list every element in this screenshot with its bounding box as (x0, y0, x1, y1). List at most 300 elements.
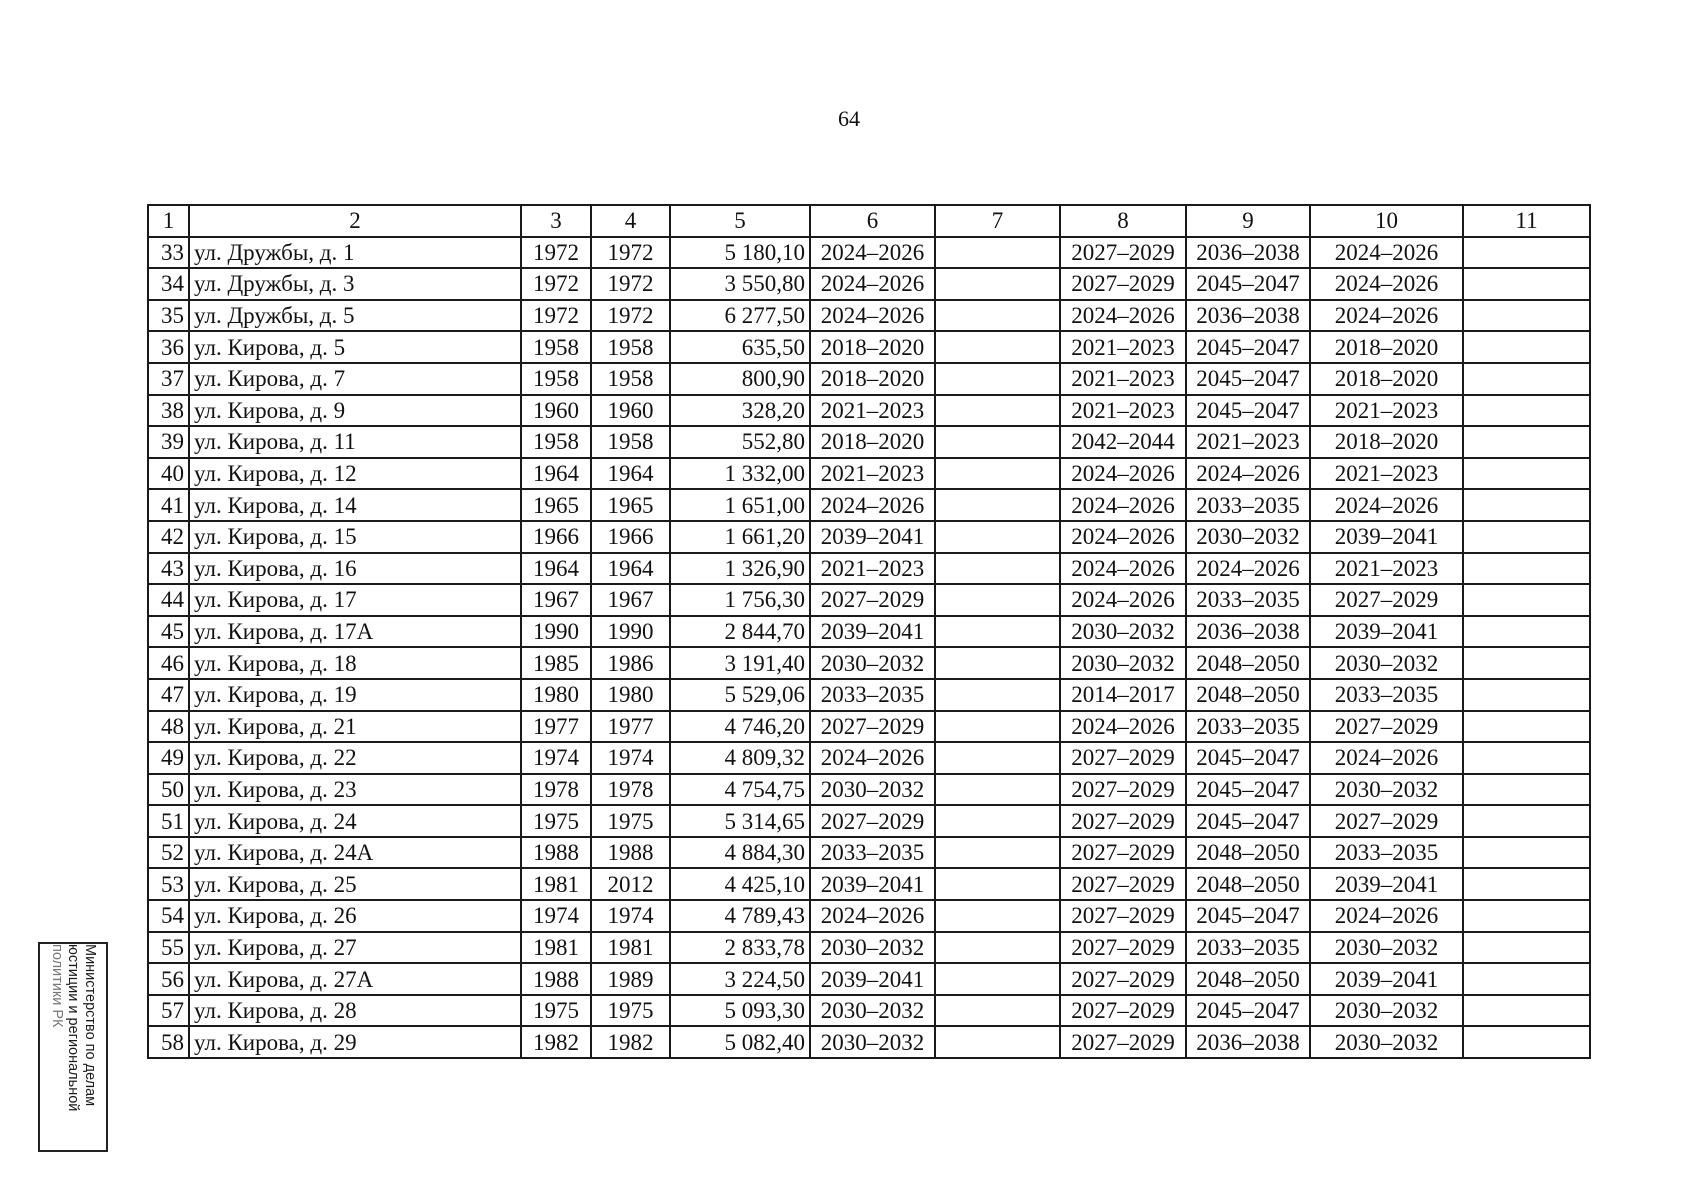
cell-period-6: 2021–2023 (810, 395, 935, 427)
cell-cell-7 (935, 742, 1060, 774)
cell-period-9: 2048–2050 (1186, 679, 1310, 711)
cell-cell-11 (1463, 458, 1590, 490)
cell-cell-11 (1463, 395, 1590, 427)
cell-cell-7 (935, 963, 1060, 995)
table-row (148, 963, 1590, 995)
cell-area: 4 884,30 (670, 837, 810, 869)
cell-period-6: 2021–2023 (810, 553, 935, 585)
cell-area: 5 093,30 (670, 995, 810, 1027)
cell-cell-11 (1463, 584, 1590, 616)
cell-period-6: 2018–2020 (810, 331, 935, 363)
cell-area: 5 529,06 (670, 679, 810, 711)
column-header: 8 (1060, 205, 1186, 237)
cell-period-9: 2048–2050 (1186, 647, 1310, 679)
header-row (148, 205, 1590, 237)
cell-period-6: 2039–2041 (810, 521, 935, 553)
cell-year-built: 1974 (521, 742, 591, 774)
cell-year-built: 1966 (521, 521, 591, 553)
cell-address: ул. Кирова, д. 5 (189, 331, 521, 363)
cell-period-9: 2048–2050 (1186, 837, 1310, 869)
cell-cell-11 (1463, 1026, 1590, 1058)
cell-year-built: 1975 (521, 995, 591, 1027)
cell-period-6: 2033–2035 (810, 679, 935, 711)
cell-period-8: 2021–2023 (1060, 331, 1186, 363)
cell-year-built: 1964 (521, 458, 591, 490)
cell-year-commissioned: 1989 (591, 963, 670, 995)
cell-period-6: 2027–2029 (810, 584, 935, 616)
cell-period-6: 2024–2026 (810, 300, 935, 332)
cell-cell-7 (935, 331, 1060, 363)
table-row (148, 237, 1590, 269)
cell-year-built: 1967 (521, 584, 591, 616)
cell-area: 5 082,40 (670, 1026, 810, 1058)
cell-address: ул. Дружбы, д. 5 (189, 300, 521, 332)
cell-period-10: 2039–2041 (1310, 616, 1463, 648)
cell-cell-7 (935, 458, 1060, 490)
cell-row-number: 36 (148, 331, 189, 363)
cell-year-commissioned: 1975 (591, 995, 670, 1027)
cell-period-10: 2030–2032 (1310, 995, 1463, 1027)
cell-year-commissioned: 1988 (591, 837, 670, 869)
cell-period-9: 2021–2023 (1186, 426, 1310, 458)
table-row (148, 837, 1590, 869)
cell-cell-7 (935, 932, 1060, 964)
cell-period-9: 2045–2047 (1186, 774, 1310, 806)
cell-year-built: 1982 (521, 1026, 591, 1058)
cell-row-number: 54 (148, 900, 189, 932)
cell-period-8: 2027–2029 (1060, 742, 1186, 774)
table-row (148, 932, 1590, 964)
cell-address: ул. Кирова, д. 29 (189, 1026, 521, 1058)
cell-period-10: 2018–2020 (1310, 331, 1463, 363)
cell-year-built: 1981 (521, 868, 591, 900)
cell-cell-7 (935, 395, 1060, 427)
cell-area: 3 224,50 (670, 963, 810, 995)
cell-period-10: 2030–2032 (1310, 647, 1463, 679)
cell-address: ул. Кирова, д. 12 (189, 458, 521, 490)
cell-period-6: 2024–2026 (810, 268, 935, 300)
cell-row-number: 34 (148, 268, 189, 300)
table-row (148, 900, 1590, 932)
cell-year-built: 1978 (521, 774, 591, 806)
cell-period-8: 2021–2023 (1060, 363, 1186, 395)
cell-period-9: 2024–2026 (1186, 458, 1310, 490)
table-row (148, 331, 1590, 363)
column-header: 4 (591, 205, 670, 237)
column-header: 11 (1463, 205, 1590, 237)
table-row (148, 426, 1590, 458)
cell-period-6: 2030–2032 (810, 774, 935, 806)
cell-period-8: 2027–2029 (1060, 868, 1186, 900)
cell-row-number: 52 (148, 837, 189, 869)
table-row (148, 521, 1590, 553)
cell-period-9: 2033–2035 (1186, 711, 1310, 743)
cell-period-10: 2024–2026 (1310, 489, 1463, 521)
cell-address: ул. Кирова, д. 23 (189, 774, 521, 806)
cell-cell-11 (1463, 868, 1590, 900)
cell-year-commissioned: 1977 (591, 711, 670, 743)
cell-year-built: 1988 (521, 963, 591, 995)
cell-year-commissioned: 1964 (591, 458, 670, 490)
stamp-line: Министерство по делам (82, 944, 99, 1107)
page-number: 64 (838, 106, 860, 131)
cell-address: ул. Кирова, д. 17А (189, 616, 521, 648)
cell-area: 328,20 (670, 395, 810, 427)
cell-area: 1 332,00 (670, 458, 810, 490)
cell-address: ул. Кирова, д. 16 (189, 553, 521, 585)
cell-row-number: 49 (148, 742, 189, 774)
cell-address: ул. Кирова, д. 25 (189, 868, 521, 900)
cell-period-8: 2027–2029 (1060, 268, 1186, 300)
cell-area: 2 844,70 (670, 616, 810, 648)
cell-period-10: 2030–2032 (1310, 932, 1463, 964)
cell-year-commissioned: 1964 (591, 553, 670, 585)
cell-period-6: 2024–2026 (810, 900, 935, 932)
cell-period-9: 2036–2038 (1186, 237, 1310, 269)
cell-period-10: 2024–2026 (1310, 300, 1463, 332)
cell-cell-7 (935, 363, 1060, 395)
table-row (148, 458, 1590, 490)
cell-row-number: 46 (148, 647, 189, 679)
table-row (148, 679, 1590, 711)
column-header: 3 (521, 205, 591, 237)
cell-cell-7 (935, 647, 1060, 679)
cell-area: 4 789,43 (670, 900, 810, 932)
cell-row-number: 44 (148, 584, 189, 616)
cell-period-10: 2024–2026 (1310, 268, 1463, 300)
cell-cell-11 (1463, 616, 1590, 648)
cell-period-10: 2021–2023 (1310, 395, 1463, 427)
cell-year-built: 1965 (521, 489, 591, 521)
cell-year-built: 1958 (521, 331, 591, 363)
cell-row-number: 55 (148, 932, 189, 964)
cell-year-commissioned: 1982 (591, 1026, 670, 1058)
cell-cell-11 (1463, 521, 1590, 553)
cell-year-commissioned: 1986 (591, 647, 670, 679)
cell-cell-7 (935, 805, 1060, 837)
cell-area: 5 180,10 (670, 237, 810, 269)
cell-address: ул. Кирова, д. 24А (189, 837, 521, 869)
cell-year-commissioned: 1960 (591, 395, 670, 427)
cell-period-6: 2030–2032 (810, 647, 935, 679)
cell-cell-11 (1463, 837, 1590, 869)
table-row (148, 647, 1590, 679)
cell-period-8: 2024–2026 (1060, 521, 1186, 553)
cell-period-8: 2027–2029 (1060, 932, 1186, 964)
cell-cell-7 (935, 868, 1060, 900)
cell-row-number: 57 (148, 995, 189, 1027)
cell-year-built: 1958 (521, 363, 591, 395)
cell-cell-7 (935, 900, 1060, 932)
cell-cell-11 (1463, 679, 1590, 711)
ministry-stamp (38, 942, 108, 1152)
cell-year-built: 1960 (521, 395, 591, 427)
cell-period-8: 2014–2017 (1060, 679, 1186, 711)
table-row (148, 268, 1590, 300)
cell-address: ул. Кирова, д. 21 (189, 711, 521, 743)
cell-cell-11 (1463, 932, 1590, 964)
cell-period-8: 2042–2044 (1060, 426, 1186, 458)
cell-period-9: 2045–2047 (1186, 995, 1310, 1027)
cell-period-8: 2024–2026 (1060, 300, 1186, 332)
cell-period-9: 2036–2038 (1186, 1026, 1310, 1058)
cell-cell-7 (935, 995, 1060, 1027)
cell-year-built: 1972 (521, 237, 591, 269)
cell-period-9: 2033–2035 (1186, 584, 1310, 616)
cell-period-10: 2033–2035 (1310, 837, 1463, 869)
cell-period-8: 2027–2029 (1060, 774, 1186, 806)
column-header: 2 (189, 205, 521, 237)
cell-area: 1 326,90 (670, 553, 810, 585)
cell-cell-7 (935, 584, 1060, 616)
cell-cell-7 (935, 774, 1060, 806)
cell-year-commissioned: 1980 (591, 679, 670, 711)
cell-cell-7 (935, 616, 1060, 648)
cell-row-number: 53 (148, 868, 189, 900)
cell-row-number: 42 (148, 521, 189, 553)
cell-year-commissioned: 1965 (591, 489, 670, 521)
cell-cell-11 (1463, 647, 1590, 679)
cell-address: ул. Кирова, д. 26 (189, 900, 521, 932)
cell-period-8: 2024–2026 (1060, 458, 1186, 490)
cell-row-number: 40 (148, 458, 189, 490)
table-row (148, 711, 1590, 743)
cell-cell-11 (1463, 963, 1590, 995)
cell-period-6: 2033–2035 (810, 837, 935, 869)
housing-registry-table (147, 204, 1591, 1059)
cell-address: ул. Кирова, д. 19 (189, 679, 521, 711)
cell-period-9: 2024–2026 (1186, 553, 1310, 585)
cell-period-6: 2021–2023 (810, 458, 935, 490)
cell-period-10: 2018–2020 (1310, 426, 1463, 458)
cell-year-commissioned: 1981 (591, 932, 670, 964)
column-header: 6 (810, 205, 935, 237)
cell-period-6: 2027–2029 (810, 805, 935, 837)
cell-cell-7 (935, 837, 1060, 869)
cell-year-commissioned: 1975 (591, 805, 670, 837)
cell-period-10: 2033–2035 (1310, 679, 1463, 711)
cell-period-9: 2045–2047 (1186, 900, 1310, 932)
table-body (148, 237, 1590, 1058)
cell-cell-11 (1463, 237, 1590, 269)
cell-cell-11 (1463, 805, 1590, 837)
cell-period-10: 2027–2029 (1310, 805, 1463, 837)
cell-address: ул. Кирова, д. 9 (189, 395, 521, 427)
cell-year-built: 1972 (521, 300, 591, 332)
cell-row-number: 48 (148, 711, 189, 743)
cell-period-9: 2036–2038 (1186, 300, 1310, 332)
cell-year-commissioned: 1972 (591, 300, 670, 332)
cell-area: 4 425,10 (670, 868, 810, 900)
cell-area: 4 809,32 (670, 742, 810, 774)
cell-period-8: 2024–2026 (1060, 584, 1186, 616)
cell-period-8: 2030–2032 (1060, 647, 1186, 679)
cell-address: ул. Кирова, д. 11 (189, 426, 521, 458)
cell-year-built: 1985 (521, 647, 591, 679)
cell-address: ул. Дружбы, д. 3 (189, 268, 521, 300)
cell-period-9: 2045–2047 (1186, 395, 1310, 427)
cell-cell-7 (935, 268, 1060, 300)
cell-cell-7 (935, 679, 1060, 711)
cell-area: 6 277,50 (670, 300, 810, 332)
cell-period-10: 2030–2032 (1310, 774, 1463, 806)
cell-row-number: 56 (148, 963, 189, 995)
cell-year-commissioned: 1958 (591, 426, 670, 458)
cell-cell-11 (1463, 363, 1590, 395)
cell-cell-11 (1463, 300, 1590, 332)
cell-year-built: 1990 (521, 616, 591, 648)
cell-period-8: 2027–2029 (1060, 995, 1186, 1027)
cell-area: 1 756,30 (670, 584, 810, 616)
table-row (148, 774, 1590, 806)
cell-row-number: 41 (148, 489, 189, 521)
cell-cell-11 (1463, 900, 1590, 932)
cell-cell-11 (1463, 489, 1590, 521)
cell-period-6: 2030–2032 (810, 995, 935, 1027)
cell-period-6: 2027–2029 (810, 711, 935, 743)
cell-address: ул. Кирова, д. 7 (189, 363, 521, 395)
column-header: 1 (148, 205, 189, 237)
cell-period-10: 2030–2032 (1310, 1026, 1463, 1058)
cell-year-built: 1981 (521, 932, 591, 964)
table-row (148, 995, 1590, 1027)
cell-period-6: 2024–2026 (810, 742, 935, 774)
cell-year-commissioned: 1972 (591, 268, 670, 300)
cell-area: 3 191,40 (670, 647, 810, 679)
cell-year-commissioned: 1990 (591, 616, 670, 648)
cell-area: 4 754,75 (670, 774, 810, 806)
cell-year-commissioned: 1978 (591, 774, 670, 806)
cell-cell-11 (1463, 331, 1590, 363)
cell-year-commissioned: 1966 (591, 521, 670, 553)
cell-area: 5 314,65 (670, 805, 810, 837)
cell-area: 2 833,78 (670, 932, 810, 964)
cell-row-number: 33 (148, 237, 189, 269)
table-row (148, 1026, 1590, 1058)
cell-area: 3 550,80 (670, 268, 810, 300)
cell-period-6: 2039–2041 (810, 868, 935, 900)
column-header: 9 (1186, 205, 1310, 237)
cell-cell-11 (1463, 711, 1590, 743)
table-row (148, 553, 1590, 585)
cell-area: 1 661,20 (670, 521, 810, 553)
cell-row-number: 58 (148, 1026, 189, 1058)
cell-row-number: 38 (148, 395, 189, 427)
cell-period-10: 2039–2041 (1310, 521, 1463, 553)
cell-period-8: 2027–2029 (1060, 237, 1186, 269)
cell-cell-7 (935, 711, 1060, 743)
cell-period-10: 2027–2029 (1310, 584, 1463, 616)
cell-year-built: 1964 (521, 553, 591, 585)
cell-cell-11 (1463, 995, 1590, 1027)
table-row (148, 363, 1590, 395)
cell-address: ул. Кирова, д. 22 (189, 742, 521, 774)
cell-period-6: 2030–2032 (810, 1026, 935, 1058)
cell-year-built: 1974 (521, 900, 591, 932)
cell-year-built: 1972 (521, 268, 591, 300)
cell-year-built: 1958 (521, 426, 591, 458)
cell-year-built: 1980 (521, 679, 591, 711)
cell-row-number: 43 (148, 553, 189, 585)
cell-period-10: 2018–2020 (1310, 363, 1463, 395)
cell-period-8: 2024–2026 (1060, 489, 1186, 521)
cell-year-commissioned: 1972 (591, 237, 670, 269)
cell-year-built: 1977 (521, 711, 591, 743)
column-header: 5 (670, 205, 810, 237)
cell-year-commissioned: 1958 (591, 331, 670, 363)
table-row (148, 300, 1590, 332)
cell-area: 800,90 (670, 363, 810, 395)
cell-row-number: 45 (148, 616, 189, 648)
cell-period-6: 2018–2020 (810, 426, 935, 458)
column-header: 10 (1310, 205, 1463, 237)
cell-year-commissioned: 1974 (591, 900, 670, 932)
cell-cell-11 (1463, 774, 1590, 806)
cell-period-6: 2039–2041 (810, 963, 935, 995)
cell-address: ул. Кирова, д. 15 (189, 521, 521, 553)
cell-period-6: 2024–2026 (810, 489, 935, 521)
cell-period-9: 2033–2035 (1186, 489, 1310, 521)
cell-year-built: 1988 (521, 837, 591, 869)
cell-row-number: 37 (148, 363, 189, 395)
column-header: 7 (935, 205, 1060, 237)
table-row (148, 395, 1590, 427)
cell-period-9: 2030–2032 (1186, 521, 1310, 553)
stamp-line: юстиции и региональной (65, 944, 82, 1112)
cell-period-8: 2024–2026 (1060, 553, 1186, 585)
cell-period-9: 2045–2047 (1186, 268, 1310, 300)
cell-row-number: 47 (148, 679, 189, 711)
cell-row-number: 51 (148, 805, 189, 837)
cell-row-number: 39 (148, 426, 189, 458)
cell-period-6: 2039–2041 (810, 616, 935, 648)
cell-cell-7 (935, 426, 1060, 458)
cell-cell-7 (935, 300, 1060, 332)
cell-cell-11 (1463, 268, 1590, 300)
cell-cell-7 (935, 553, 1060, 585)
cell-address: ул. Кирова, д. 14 (189, 489, 521, 521)
cell-period-10: 2024–2026 (1310, 237, 1463, 269)
table-row (148, 584, 1590, 616)
cell-address: ул. Кирова, д. 18 (189, 647, 521, 679)
cell-year-commissioned: 1974 (591, 742, 670, 774)
cell-period-10: 2027–2029 (1310, 711, 1463, 743)
cell-area: 1 651,00 (670, 489, 810, 521)
cell-cell-7 (935, 237, 1060, 269)
cell-cell-11 (1463, 426, 1590, 458)
cell-row-number: 50 (148, 774, 189, 806)
cell-period-9: 2036–2038 (1186, 616, 1310, 648)
cell-period-10: 2024–2026 (1310, 900, 1463, 932)
stamp-line: политики РК (48, 944, 65, 1028)
stamp-text (48, 944, 98, 1150)
cell-period-8: 2027–2029 (1060, 900, 1186, 932)
cell-period-10: 2039–2041 (1310, 963, 1463, 995)
cell-period-10: 2021–2023 (1310, 553, 1463, 585)
cell-row-number: 35 (148, 300, 189, 332)
cell-cell-7 (935, 489, 1060, 521)
cell-period-8: 2024–2026 (1060, 711, 1186, 743)
cell-period-6: 2030–2032 (810, 932, 935, 964)
cell-period-9: 2048–2050 (1186, 963, 1310, 995)
cell-address: ул. Кирова, д. 27А (189, 963, 521, 995)
cell-period-8: 2021–2023 (1060, 395, 1186, 427)
cell-year-built: 1975 (521, 805, 591, 837)
cell-address: ул. Кирова, д. 24 (189, 805, 521, 837)
cell-address: ул. Кирова, д. 28 (189, 995, 521, 1027)
cell-period-8: 2030–2032 (1060, 616, 1186, 648)
cell-cell-7 (935, 521, 1060, 553)
